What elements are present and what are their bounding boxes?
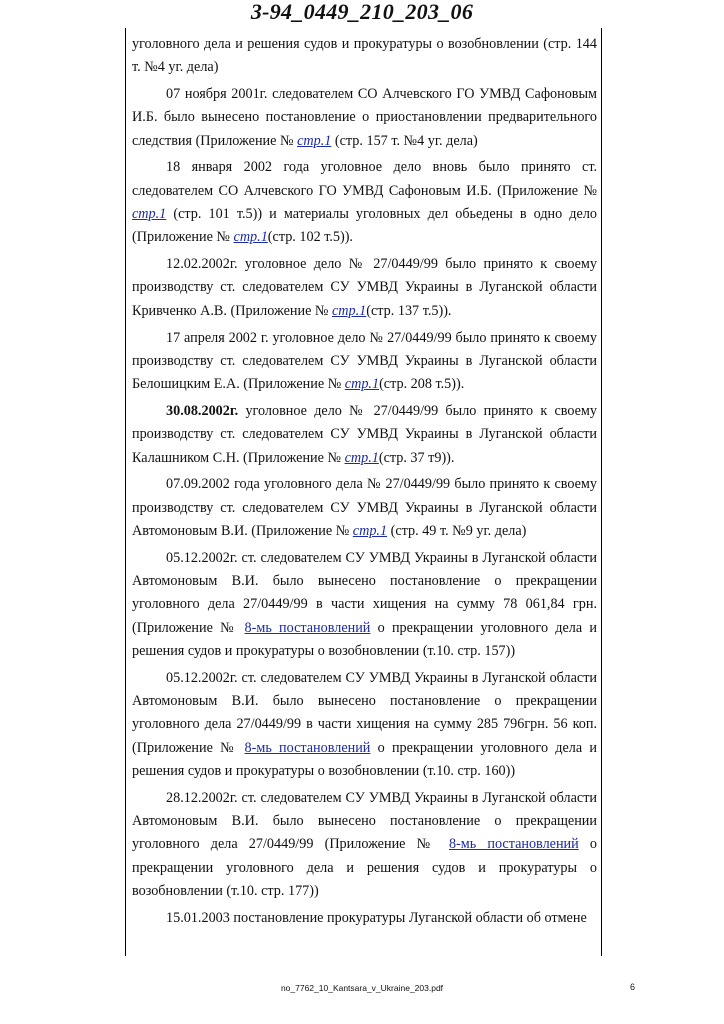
paragraph-text: (стр. 102 т.5)). — [267, 229, 353, 246]
paragraph-text: 28.12.2002г. ст. следователем СУ УМВД Украины в Луганской области Автомоновым В.И. было вынесено постановление о прекращении уголовного дела 27/0449/99 (Приложение № — [132, 789, 597, 853]
paragraph-2002-04-17 — [132, 327, 597, 397]
resolutions-link[interactable]: 8-мь постановлений — [244, 619, 371, 636]
appendix-link[interactable]: стр.1 — [132, 206, 167, 223]
paragraph-2003-01-15 — [132, 907, 597, 930]
paragraph-text: 07.09.2002 года уголовного дела № 27/0449/99 было принято к своему производству ст. следователем СУ УМВД Украины в Луганской области Автомоновым В.И. (Приложение № — [132, 476, 597, 539]
paragraph-text: (стр. 49 т. №9 уг. дела) — [387, 522, 527, 539]
document-title: 3-94_0449_210_203_06 — [250, 0, 474, 24]
footer-filename: no_7762_10_Kantsara_v_Ukraine_203.pdf — [280, 983, 444, 993]
paragraph-2002-12-05-a — [132, 547, 597, 663]
paragraph-date-bold: 30.08.2002г. — [166, 402, 239, 419]
resolutions-link[interactable]: 8-мь постановлений — [244, 739, 371, 756]
paragraph-text: о прекращении уголовного дела и решения судов и прокуратуры о возобновлении (т.10. стр. 157)) — [132, 619, 597, 659]
footer-page-number: 6 — [630, 982, 636, 992]
appendix-link[interactable]: стр.1 — [352, 522, 388, 539]
paragraph-2002-08-30 — [132, 400, 597, 470]
appendix-link[interactable]: стр.1 — [332, 302, 367, 319]
resolutions-link[interactable]: 8-мь постановлений — [448, 836, 579, 853]
paragraph-continuation — [132, 33, 597, 80]
appendix-link[interactable]: стр.1 — [344, 376, 380, 393]
paragraph-text: 17 апреля 2002 г. уголовное дело № 27/0449/99 было принято к своему производству ст. следователем СУ УМВД Украины в Луганской области Белошицким Е.А. (Приложение № — [132, 329, 597, 393]
appendix-link[interactable]: стр.1 — [233, 229, 268, 246]
paragraph-text: 18 января 2002 года уголовное дело вновь было принято ст. следователем СО Алчевского ГО УМВД Сафоновым И.Б. (Приложение № — [132, 159, 597, 199]
paragraph-text: 12.02.2002г. уголовное дело № 27/0449/99 было принято к своему производству ст. следователем СУ УМВД Украины в Луганской области Кривченко А.В. (Приложение № — [132, 256, 597, 319]
paragraph-text: уголовного дела и решения судов и прокуратуры о возобновлении (стр. 144 т. №4 уг. дела) — [132, 36, 597, 76]
document-body — [132, 33, 597, 930]
paragraph-2002-12-05-b — [132, 667, 597, 783]
paragraph-2002-09-07 — [132, 473, 597, 543]
appendix-link[interactable]: стр.1 — [297, 132, 332, 149]
paragraph-text: 15.01.2003 постановление прокуратуры Луганской области об отмене — [166, 909, 587, 926]
paragraph-text: (стр. 101 т.5)) и материалы уголовных дел обьедены в одно дело (Приложение № — [132, 206, 597, 246]
paragraph-text: 07 ноября 2001г. следователем СО Алчевского ГО УМВД Сафоновым И.Б. было вынесено постановление о приостановлении предварительного следствия (Приложение № — [132, 86, 597, 149]
paragraph-text: уголовное дело № 27/0449/99 было принято к своему производству ст. следователем СУ УМВД Украины в Луганской области Калашником С.Н. (Приложение № — [132, 402, 597, 466]
paragraph-2001-11-07 — [132, 83, 597, 153]
page-border-right — [601, 28, 602, 956]
paragraph-text: о прекращении уголовного дела и решения судов и прокуратуры о возобновлении (т.10. стр. 160)) — [132, 739, 597, 779]
paragraph-text: о прекращении уголовного дела и решения судов и прокуратуры о возобновлении (т.10. стр. 177)) — [132, 836, 597, 899]
paragraph-text: 05.12.2002г. ст. следователем СУ УМВД Украины в Луганской области Автомоновым В.И. было вынесено постановление о прекращении уголовного дела 27/0449/99 в части хищения на сумму 78 061,84 грн. (Приложение № — [132, 549, 597, 636]
paragraph-2002-02-12 — [132, 253, 597, 323]
paragraph-text: (стр. 137 т.5)). — [366, 302, 452, 319]
paragraph-text: (стр. 208 т.5)). — [379, 376, 465, 393]
paragraph-text: 05.12.2002г. ст. следователем СУ УМВД Украины в Луганской области Автомоновым В.И. было вынесено постановление о прекращении уголовного дела 27/0449/99 в части хищения на сумму 285 796грн. 56 коп. (Приложение № — [132, 669, 597, 756]
page-border-left — [125, 28, 126, 956]
paragraph-text: (стр. 37 т9)). — [378, 449, 455, 466]
paragraph-2002-01-18 — [132, 156, 597, 249]
paragraph-text: (стр. 157 т. №4 уг. дела) — [331, 132, 478, 149]
appendix-link[interactable]: стр.1 — [344, 449, 379, 466]
paragraph-2002-12-28 — [132, 787, 597, 903]
